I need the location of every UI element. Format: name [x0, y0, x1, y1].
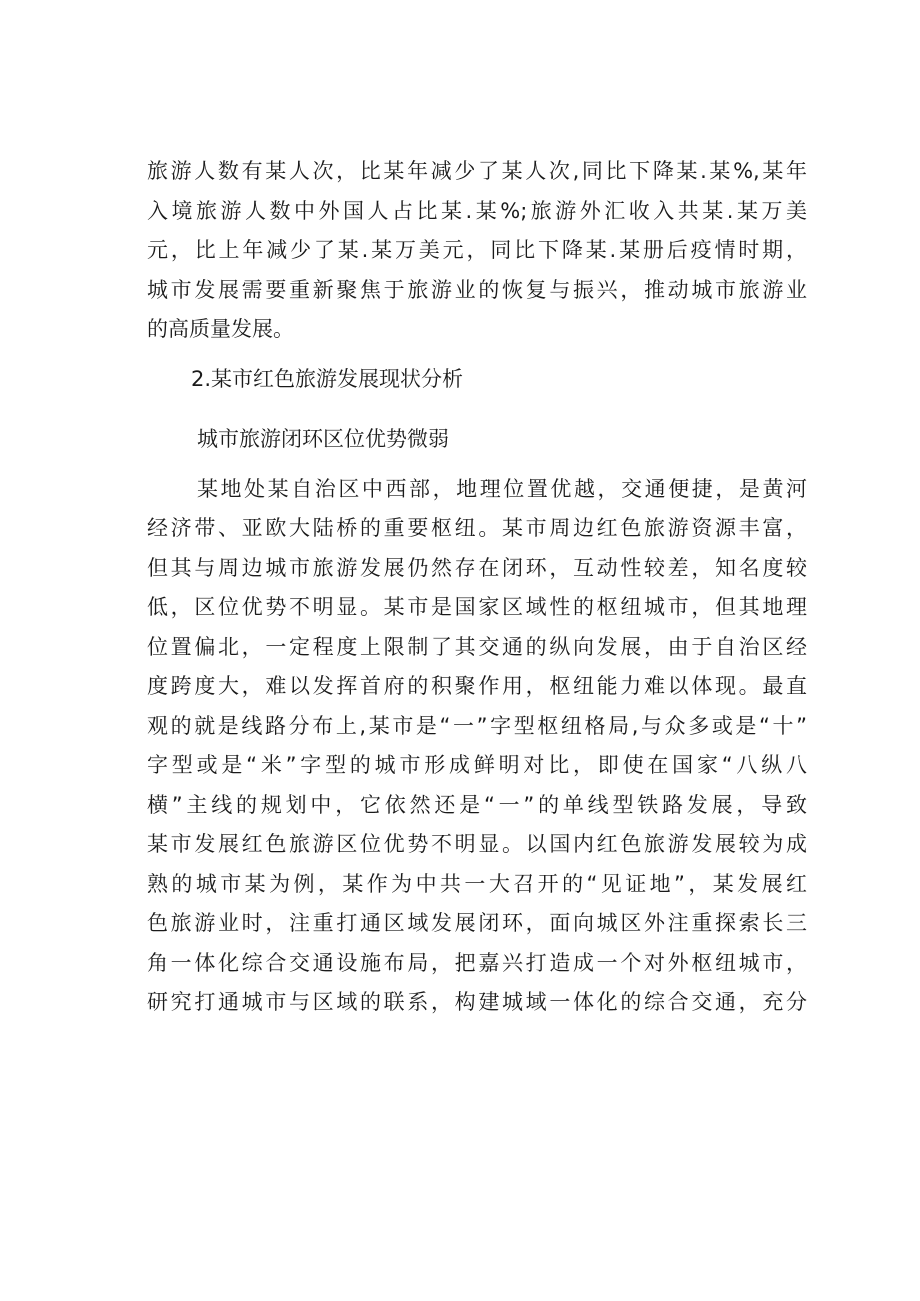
- text-line: 但其与周边城市旅游发展仍然存在闭环，互动性较差，知名度较: [147, 555, 807, 580]
- text-line: 低，区位优势不明显。某市是国家区域性的枢纽城市，但其地理: [147, 595, 807, 619]
- document-body: [147, 152, 807, 1023]
- subsection-heading: 城市旅游闭环区位优势微弱: [197, 426, 449, 451]
- body-paragraph: [147, 470, 807, 1023]
- text-line: 研究打通城市与区域的联系，构建城域一体化的综合交通，充分: [147, 990, 807, 1014]
- text-line: 的高质量发展。: [147, 317, 294, 341]
- text-line: 位置偏北，一定程度上限制了其交通的纵向发展，由于自治区经: [147, 634, 807, 659]
- text-line: 旅游人数有某人次，比某年减少了某人次,同比下降某.某%,某年: [147, 159, 807, 183]
- text-line: 横”主线的规划中，它依然还是“一”的单线型铁路发展，导致: [147, 792, 807, 817]
- text-line: 经济带、亚欧大陆桥的重要枢纽。某市周边红色旅游资源丰富，: [147, 516, 807, 540]
- text-line: 字型或是“米”字型的城市形成鲜明对比，即使在国家“八纵八: [147, 753, 807, 777]
- text-line: 某市发展红色旅游区位优势不明显。以国内红色旅游发展较为成: [147, 832, 807, 856]
- text-line: 色旅游业时，注重打通区域发展闭环，面向城区外注重探索长三: [147, 911, 807, 935]
- text-line: 观的就是线路分布上,某市是“一”字型枢纽格局,与众多或是“十”: [147, 713, 807, 738]
- text-line: 度跨度大，难以发挥首府的积聚作用，枢纽能力难以体现。最直: [147, 674, 807, 698]
- text-line: 熟的城市某为例，某作为中共一大召开的“见证地”，某发展红: [147, 871, 807, 896]
- intro-paragraph: [147, 152, 807, 350]
- text-line: 某地处某自治区中西部，地理位置优越，交通便捷，是黄河: [197, 476, 807, 501]
- text-line: 入境旅游人数中外国人占比某.某%;旅游外汇收入共某.某万美: [147, 198, 807, 223]
- section-heading: 2.某市红色旅游发展现状分析: [191, 366, 464, 391]
- text-line: 角一体化综合交通设施布局，把嘉兴打造成一个对外枢纽城市，: [147, 950, 807, 975]
- text-line: 元，比上年减少了某.某万美元，同比下降某.某册后疫情时期，: [147, 238, 807, 262]
- text-line: 城市发展需要重新聚焦于旅游业的恢复与振兴，推动城市旅游业: [147, 277, 807, 302]
